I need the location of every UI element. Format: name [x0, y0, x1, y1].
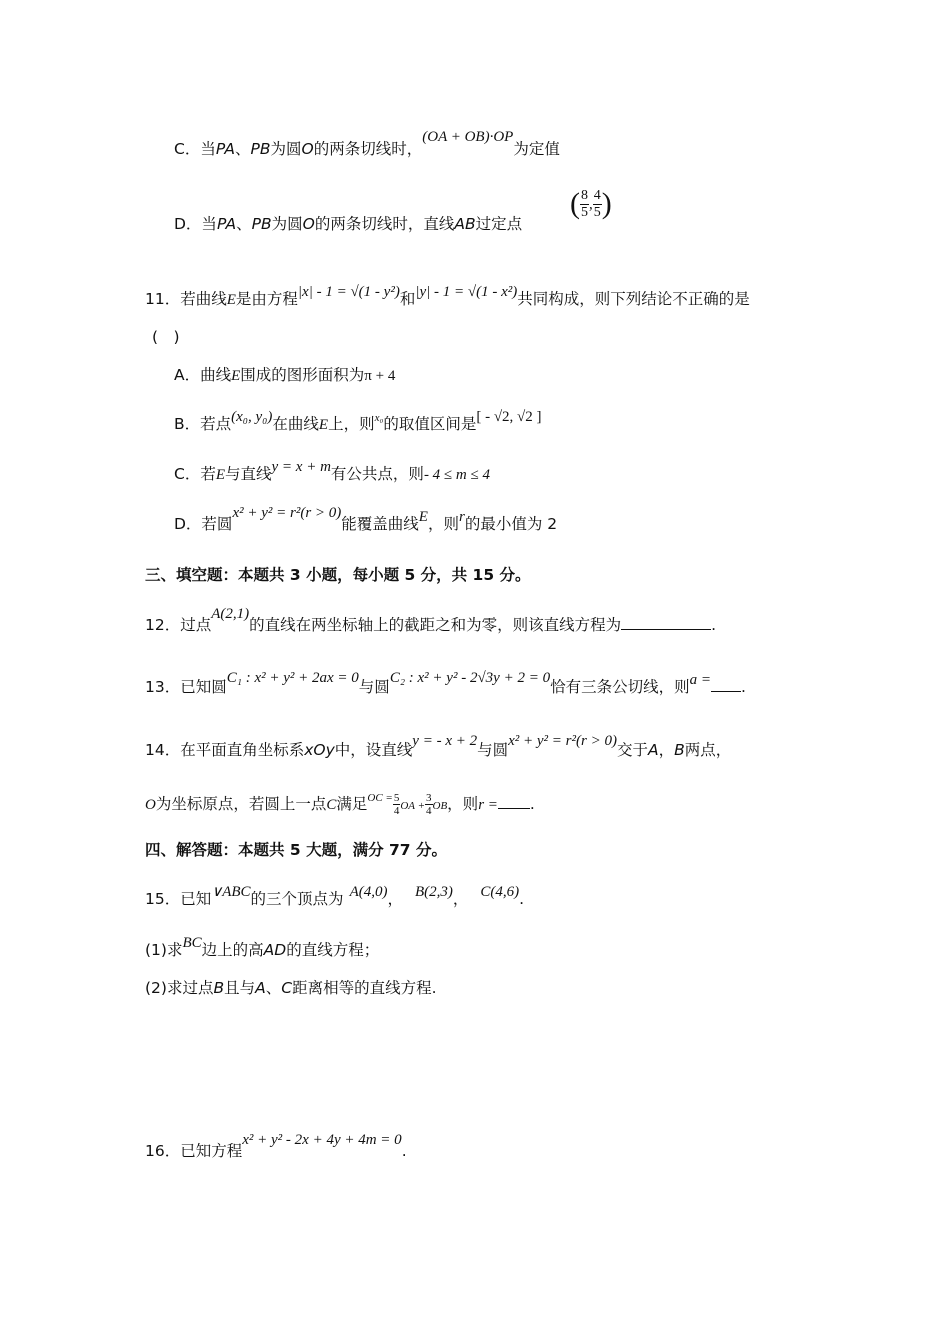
q16: 16．已知方程x² + y² - 2x + 4y + 4m = 0.: [145, 1132, 407, 1160]
q11-eq1: |x| - 1 = √(1 - y²): [297, 284, 400, 300]
q15-part-2: (2)求过点B且与A、C距离相等的直线方程.: [145, 979, 437, 997]
q12-answer-blank: [621, 617, 711, 630]
q14-line-2: O为坐标原点，若圆上一点C满足$^{OC =}$ $\frac{5}{4}$ OA + $\frac{3}{4}$ OB，则r = .: [145, 792, 535, 818]
q14-answer-blank: [498, 796, 530, 809]
section-3-heading: 三、填空题：本题共 3 小题，每小题 5 分，共 15 分。: [145, 566, 531, 584]
q11-eq2: |y| - 1 = √(1 - x²): [415, 284, 518, 300]
q11-option-a: A．曲线E围成的图形面积为π + 4: [174, 366, 396, 384]
q10d-fixed-point: ( $\frac{8}{5}$ , $\frac{4}{5}$ ): [570, 187, 612, 220]
q14-line-1: 14．在平面直角坐标系xOy中，设直线y = - x + 2与圆x² + y² = r²(r > 0)交于A，B两点，: [145, 733, 732, 759]
q13-answer-blank: [711, 679, 741, 692]
q11-answer-paren: ( ): [152, 328, 180, 346]
q15-part-1: (1)求BC边上的高AD的直线方程；: [145, 935, 380, 959]
q11-option-d: D．若圆x² + y² = r²(r > 0)能覆盖曲线E，则r的最小值为 2: [174, 505, 558, 533]
q10-option-d: D．当PA、PB为圆O的两条切线时，直线AB过定点: [174, 215, 523, 233]
q13: 13．已知圆C₁ : x² + y² + 2ax = 0与圆C₂ : x² + y² - 2√3y + 2 = 0恰有三条公切线，则a = .: [145, 670, 746, 696]
section-4-heading: 四、解答题：本题共 5 大题，满分 77 分。: [145, 841, 447, 859]
q11-stem: 11．若曲线E是由方程|x| - 1 = √(1 - y²)和|y| - 1 = √(1 - x²)共同构成，则下列结论不正确的是: [145, 284, 750, 308]
q11-option-c: C．若E与直线y = x + m有公共点，则- 4 ≤ m ≤ 4: [174, 459, 490, 483]
q10c-formula: (OA + OB)·OP: [422, 129, 514, 145]
q10-option-c: C．当PA、PB为圆O的两条切线时，(OA + OB)·OP为定值: [174, 129, 560, 158]
q15-stem: 15．已知∨ABC的三个顶点为 A(4,0)， B(2,3)， C(4,6).: [145, 884, 525, 908]
q11-option-b: B．若点(x₀, y₀)在曲线E上，则$^{x_0}$的取值区间是[ - √2, √2 ]: [174, 409, 542, 433]
q12: 12．过点A(2,1)的直线在两坐标轴上的截距之和为零，则该直线方程为 .: [145, 606, 717, 634]
